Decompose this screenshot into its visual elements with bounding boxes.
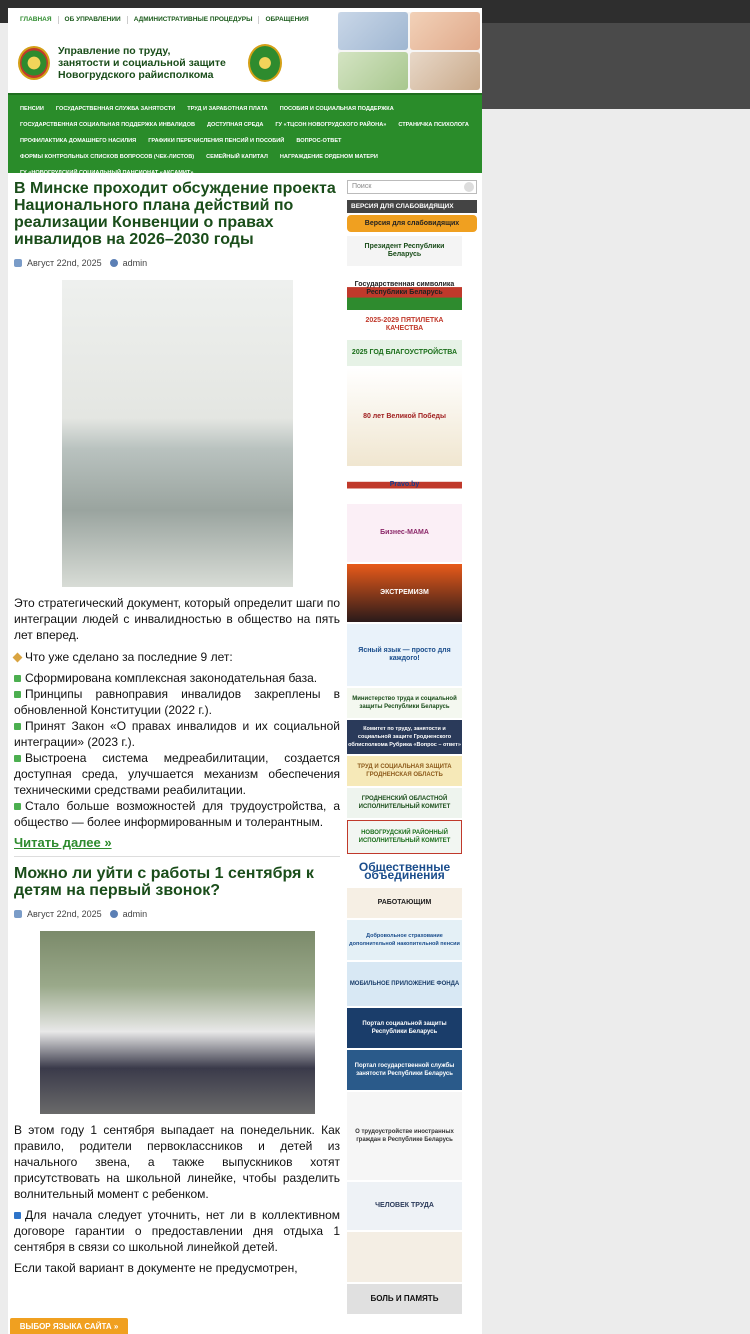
- nav-item[interactable]: ГУ «НОВОГРУДСКИЙ СОЦИАЛЬНЫЙ ПАНСИОНАТ «АКСАМИТ»: [20, 170, 194, 176]
- search-input[interactable]: Поиск: [347, 180, 477, 194]
- low-vision-button[interactable]: Версия для слабовидящих: [347, 215, 477, 232]
- language-select-button[interactable]: ВЫБОР ЯЗЫКА САЙТА »: [10, 1318, 128, 1334]
- nav-item[interactable]: ГОСУДАРСТВЕННАЯ СЛУЖБА ЗАНЯТОСТИ: [55, 106, 176, 112]
- collage-family-image: [410, 12, 480, 50]
- nav-item[interactable]: ГУ «ТЦСОН НОВОГРУДСКОГО РАЙОНА»: [275, 122, 387, 128]
- post-intro: Это стратегический документ, который определит шаги по интеграции людей с инвалидностью в общество на пять лет вперед.: [14, 596, 340, 642]
- calendar-icon: [14, 910, 22, 918]
- banner-foreign-workers[interactable]: О трудоустройстве иностранных граждан в Республике Беларусь: [347, 1092, 462, 1180]
- list-item: Стало больше возможностей для трудоустройства, а общество — более информированным и толерантным.: [14, 799, 340, 829]
- nav-item[interactable]: ПОСОБИЯ И СОЦИАЛЬНАЯ ПОДДЕРЖКА: [279, 106, 394, 112]
- main-content: [14, 180, 340, 1276]
- user-icon: [110, 259, 118, 267]
- collage-disability-image: [338, 52, 408, 90]
- post-paragraph: В этом году 1 сентября выпадает на понедельник. Как правило, родители первоклассников и детей из начального звена, а также выпускников хотят присутствовать на школьной линейке, чтобы разделить волнительный момент с ребенком.: [14, 1123, 340, 1201]
- post-title-link[interactable]: В Минске проходит обсуждение проекта Национального плана действий по реализации Конвенции о правах инвалидов на 2026–2030 годы: [14, 180, 336, 248]
- topnav-home[interactable]: ГЛАВНАЯ: [14, 16, 59, 24]
- collage-workers-image: [338, 12, 408, 50]
- topnav-procedures[interactable]: АДМИНИСТРАТИВНЫЕ ПРОЦЕДУРЫ: [128, 16, 260, 24]
- nav-item[interactable]: ДОСТУПНАЯ СРЕДА: [207, 122, 264, 128]
- banner-plain-language[interactable]: Ясный язык — просто для каждого!: [347, 624, 462, 686]
- post-paragraph: Для начала следует уточнить, нет ли в коллективном договоре гарантии о предоставлении дня отдыха 1 сентября в связи со школьной линейкой детей.: [14, 1208, 340, 1254]
- banner-business-mama[interactable]: Бизнес-МАМА: [347, 504, 462, 562]
- info-icon: [14, 1212, 21, 1219]
- nav-item[interactable]: ПЕНСИИ: [20, 106, 44, 112]
- topnav-about[interactable]: ОБ УПРАВЛЕНИИ: [59, 16, 128, 24]
- search-icon[interactable]: [464, 182, 474, 192]
- check-icon: [14, 755, 21, 762]
- header-people-collage: [338, 12, 480, 90]
- check-icon: [14, 675, 21, 682]
- department-emblem-icon: [248, 44, 282, 82]
- banner-grodno-oblast[interactable]: ГРОДНЕНСКИЙ ОБЛАСТНОЙ ИСПОЛНИТЕЛЬНЫЙ КОМИТЕТ: [347, 788, 462, 818]
- nav-item[interactable]: ГРАФИКИ ПЕРЕЧИСЛЕНИЯ ПЕНСИЙ И ПОСОБИЙ: [148, 138, 285, 144]
- collage-elderly-image: [410, 52, 480, 90]
- post-divider: [14, 856, 340, 857]
- banner-public-associations[interactable]: Общественные объединения: [347, 856, 462, 886]
- state-emblem-icon: [18, 46, 50, 80]
- banner-pain-and-memory[interactable]: БОЛЬ И ПАМЯТЬ: [347, 1284, 462, 1314]
- list-item: Принципы равноправия инвалидов закреплены в обновленной Конституции (2022 г.).: [14, 687, 340, 717]
- check-icon: [14, 691, 21, 698]
- post-image-meeting[interactable]: [62, 280, 293, 587]
- banner-novogrudok-district[interactable]: НОВОГРУДСКИЙ РАЙОННЫЙ ИСПОЛНИТЕЛЬНЫЙ КОМИТЕТ: [347, 820, 462, 854]
- post-meta: [14, 909, 340, 919]
- sidebar: [347, 180, 477, 1314]
- banner-quality-fiveyear[interactable]: 2025-2029 ПЯТИЛЕТКА КАЧЕСТВА: [347, 312, 462, 338]
- banner-voluntary-insurance[interactable]: Добровольное страхование дополнительной накопительной пенсии: [347, 920, 462, 960]
- banner-person-of-labor[interactable]: ЧЕЛОВЕК ТРУДА: [347, 1182, 462, 1230]
- topnav-appeals[interactable]: ОБРАЩЕНИЯ: [265, 16, 309, 23]
- header-gray-band: [482, 23, 750, 109]
- list-item: Сформирована комплексная законодательная база.: [14, 670, 340, 686]
- banner-state-symbols[interactable]: Государственная символика Республики Беларусь: [347, 268, 462, 310]
- calendar-icon: [14, 259, 22, 267]
- banner-social-portal[interactable]: Портал социальной защиты Республики Беларусь: [347, 1008, 462, 1048]
- post-date: Август 22nd, 2025: [27, 909, 102, 919]
- banner-labor-protection[interactable]: [347, 1232, 462, 1282]
- post-paragraph: Если такой вариант в документе не предусмотрен,: [14, 1261, 298, 1275]
- nav-item[interactable]: ПРОФИЛАКТИКА ДОМАШНЕГО НАСИЛИЯ: [20, 138, 137, 144]
- post-meta: [14, 258, 340, 268]
- user-icon: [110, 910, 118, 918]
- post-title-link[interactable]: Можно ли уйти с работы 1 сентября к детям на первый звонок?: [14, 865, 314, 899]
- nav-item[interactable]: ФОРМЫ КОНТРОЛЬНЫХ СПИСКОВ ВОПРОСОВ (ЧЕК-ЛИСТОВ): [20, 154, 195, 160]
- site-logo[interactable]: [18, 42, 308, 84]
- main-navigation: [8, 93, 482, 176]
- sidebar-heading: ВЕРСИЯ ДЛЯ СЛАБОВИДЯЩИХ: [347, 200, 477, 213]
- post-done-heading: Что уже сделано за последние 9 лет:: [14, 649, 340, 665]
- nav-item[interactable]: СЕМЕЙНЫЙ КАПИТАЛ: [206, 154, 268, 160]
- banner-year-improvement[interactable]: 2025 ГОД БЛАГОУСТРОЙСТВА: [347, 340, 462, 366]
- banner-employment-portal[interactable]: Портал государственной службы занятости Республики Беларусь: [347, 1050, 462, 1090]
- banner-committee-qa[interactable]: Комитет по труду, занятости и социальной защите Гродненского облисполкома Рубрика «Вопрос – ответ»: [347, 720, 462, 754]
- nav-item[interactable]: ГОСУДАРСТВЕННАЯ СОЦИАЛЬНАЯ ПОДДЕРЖКА ИНВАЛИДОВ: [20, 122, 196, 128]
- top-navigation: [8, 8, 338, 32]
- post-author[interactable]: admin: [122, 258, 148, 268]
- list-item: Принят Закон «О правах инвалидов и их социальной интеграции» (2023 г.).: [14, 719, 340, 749]
- pencil-icon: [13, 653, 23, 663]
- nav-item[interactable]: ТРУД И ЗАРАБОТНАЯ ПЛАТА: [187, 106, 268, 112]
- banner-employed[interactable]: РАБОТАЮЩИМ: [347, 888, 462, 918]
- page-wrapper: [8, 8, 482, 1334]
- nav-item[interactable]: НАГРАЖДЕНИЕ ОРДЕНОМ МАТЕРИ: [279, 154, 378, 160]
- post-author[interactable]: admin: [122, 909, 148, 919]
- logo-text: Управление по труду, занятости и социальной защите Новогрудского райисполкома: [58, 45, 226, 81]
- post-date: Август 22nd, 2025: [27, 258, 102, 268]
- banner-ministry[interactable]: Министерство труда и социальной защиты Республики Беларусь: [347, 688, 462, 718]
- banner-president[interactable]: Президент Республики Беларусь: [347, 236, 462, 266]
- banner-pravo[interactable]: Pravo.by: [347, 468, 462, 502]
- nav-item[interactable]: ВОПРОС-ОТВЕТ: [296, 138, 342, 144]
- banner-labor-social[interactable]: ТРУД И СОЦИАЛЬНАЯ ЗАЩИТА ГРОДНЕНСКАЯ ОБЛАСТЬ: [347, 756, 462, 786]
- nav-item[interactable]: СТРАНИЧКА ПСИХОЛОГА: [398, 122, 469, 128]
- banner-mobile-app[interactable]: МОБИЛЬНОЕ ПРИЛОЖЕНИЕ ФОНДА: [347, 962, 462, 1006]
- check-icon: [14, 803, 21, 810]
- check-icon: [14, 723, 21, 730]
- read-more-link[interactable]: Читать далее »: [14, 835, 112, 850]
- banner-victory-80[interactable]: 80 лет Великой Победы: [347, 368, 462, 466]
- post-image-school[interactable]: [40, 931, 315, 1114]
- banner-extremism[interactable]: ЭКСТРЕМИЗМ: [347, 564, 462, 622]
- list-item: Выстроена система медреабилитации, создается доступная среда, улучшается механизм обеспечения техническими средствами реабилитации.: [14, 751, 340, 797]
